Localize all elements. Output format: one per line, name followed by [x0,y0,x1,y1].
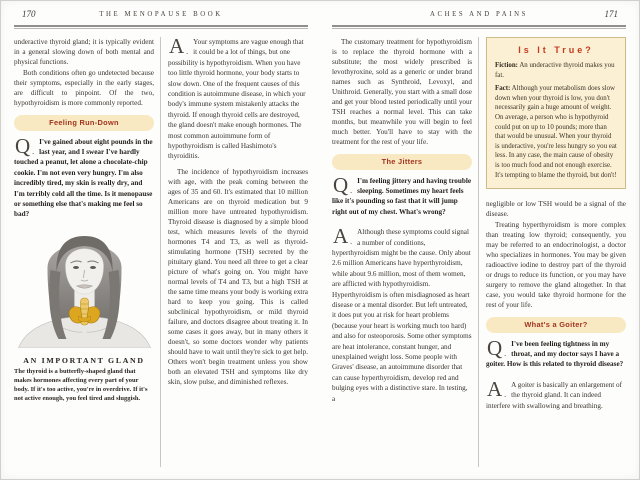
answer-block [332,224,472,404]
column-2 [479,37,626,467]
answer-dropcap: A . [169,34,189,58]
paragraph-continued: underactive thyroid gland; it is typically evident in a general slowing down of both mental and physical functions. [14,38,154,66]
section-heading-whats-a-goiter: What's a Goiter? [486,317,626,333]
treatment-paragraph: The customary treatment for hypothyroidism is to replace the thyroid hormone with a substitute; the most widely prescribed is levothyroxine, sold as a generic or under brand names such as Synthroid, Levoxyl, and Unithroid. Generally, you start with a small dose and get your blood tested periodically until your TSH reaches a normal level. This can take months, but meanwhile you will begin to feel much better. You'll have to stay with the treatment for the rest of your life. [332,38,472,146]
question-block [14,133,154,220]
treating-paragraph: Treating hyperthyroidism is more complex than treating low thyroid; consequently, you may be referred to an endocrinologist, a doctor who specializes in hormones. You may be given radioactive iodine to destroy part of the thyroid or drugs to reduce its function, or you may have surgery to remove the gland altogether. In that case, you would take thyroid hormone for the rest of your life. [486,221,626,310]
column-1 [332,37,479,467]
answer-text: Your symptoms are vague enough that it could be a lot of things, but one possibility is hypothyroidism. When you have too little thyroid hormone, your body starts to slow down. One of the frequent causes of this condition is autoimmune disease, in which your body's immune system mistakenly attacks the thyroid. If enough thyroid cells are destroyed, the gland doesn't make enough hormones. The most common autoimmune form of hypothyroidism is called Hashimoto's thyroiditis. [168,38,306,161]
paragraph: Both conditions often go undetected because their symptoms, especially in the early stages, are difficult to pinpoint. Of the two, hypothyroidism is more commonly reported. [14,69,154,107]
thyroid-illustration [14,226,154,403]
figure-caption-text: The thyroid is a butterfly-shaped gland that makes hormones affecting every part of your body. If it's too active, you're in overdrive. If it's not active enough, you feel tired and sluggish. [14,367,148,402]
header-rule [332,25,626,29]
fiction-label: Fiction: [495,62,518,69]
woman-thyroid-drawing [14,226,155,348]
question-dropcap: Q . [333,172,353,197]
question-dropcap: Q . [15,133,35,158]
answer-dropcap: A . [487,376,507,401]
running-head: ACHES AND PAINS [429,11,529,18]
answer-block [168,34,308,162]
question-block [486,335,626,370]
answer-paragraph-2: The incidence of hypothyroidism increases with age, with the peak coming between the ages of 35 and 60. It's estimated that 10 million Americans are on thyroid medication but 9 million more have untreated hypothyroidism. Thyroid disease is diagnosed by a simple blood test, which measures levels of the thyroid hormones T4 and T3, as well as thyroid-stimulating hormone (TSH) secreted by the pituitary gland. You need all three to get a clear picture of what's going on. You might have normal levels of T4 and T3, but a high TSH at the same time means your body is working extra hard to keep you going. This is called subclinical hypothyroidism, or mild thyroid failure, and doctors disagree about treating it. In some cases it goes away, but in many others it doesn't, so some doctors wonder why patients should have to wait until they're sick to get help. Others won't begin treatment unless you show both an elevated TSH and symptoms like dry skin, slow pulse, and diminished reflexes. [168,167,308,386]
page-header-right [332,9,626,22]
page-number: 171 [604,9,618,19]
columns-right-page [332,37,626,467]
answer-block [486,376,626,411]
figure-caption-title: AN IMPORTANT GLAND [23,355,145,365]
is-it-true-box [486,37,626,189]
page-header-left [14,9,308,22]
page-number: 170 [22,9,36,19]
is-it-true-title: Is It True? [518,45,594,55]
page-171 [320,0,640,480]
question-dropcap: Q . [487,335,507,360]
question-block [332,172,472,218]
running-head: THE MENOPAUSE BOOK [99,11,223,18]
answer-text: A goiter is basically an enlargement of the thyroid gland. It can indeed interfere with swallowing and breathing. [486,380,623,410]
section-heading-feeling-run-down: Feeling Run-Down [14,115,154,131]
answer-text: Although these symptoms could signal a number of conditions, hyperthyroidism might be the cause. Only about 2.6 million Americans have hyperthyroidism, while about 9.6 million, most of them women, are afflicted with hypothyroidism. Hyperthyroidism is often misdiagnosed as heart disease or a mental disorder. But left untreated, it does put you at risk for heart problems (because your heart is working much too hard) and also for osteoporosis. Some other symptoms are heat intolerance, constant hunger, and unexplained weight loss. Some people with Graves' disease, an autoimmune disorder that can cause hyperthyroidism, develop red and bulging eyes with a distinctive stare. In testing, a [332,228,472,403]
question-text: I've been feeling tightness in my throat, and my doctor says I have a goiter. How is this related to thyroid disease? [486,339,624,369]
question-text: I'm feeling jittery and having trouble sleeping. Sometimes my heart feels like it's pounding so fast that it will jump right out of my chest. What's wrong? [332,176,472,216]
fact-paragraph [495,84,617,180]
header-rule [14,25,308,29]
paragraph-continued: negligible or low TSH would be a signal of the disease. [486,200,626,219]
answer-dropcap: A . [333,224,353,249]
fact-label: Fact: [495,85,511,93]
fiction-paragraph [495,61,617,80]
columns-left-page [14,34,308,467]
fact-text: Although your metabolism does slow down when your thyroid is low, you don't necessarily gain a huge amount of weight. On average, a person who is hypothyroid could put on up to 10 pounds; more than that would be unusual. When your thyroid is underactive, you're less hungry so you eat less. In any case, the main cause of obesity is too much food and not enough exercise. It's tempting to blame the thyroid, but don't! [495,85,617,179]
question-text: I've gained about eight pounds in the last year, and I swear I've hardly touched a peanut, let alone a chocolate-chip cookie. I'm not even very hungry. I'm also incredibly tired, my skin is really dry, and I'm terribly cold all the time. Is it menopause or something else that's making me feel so bad? [14,137,153,219]
fiction-text: An underactive thyroid makes you fat. [495,62,615,79]
column-1 [14,37,161,467]
section-heading-the-jitters: The Jitters [332,154,472,170]
column-2 [161,34,308,467]
